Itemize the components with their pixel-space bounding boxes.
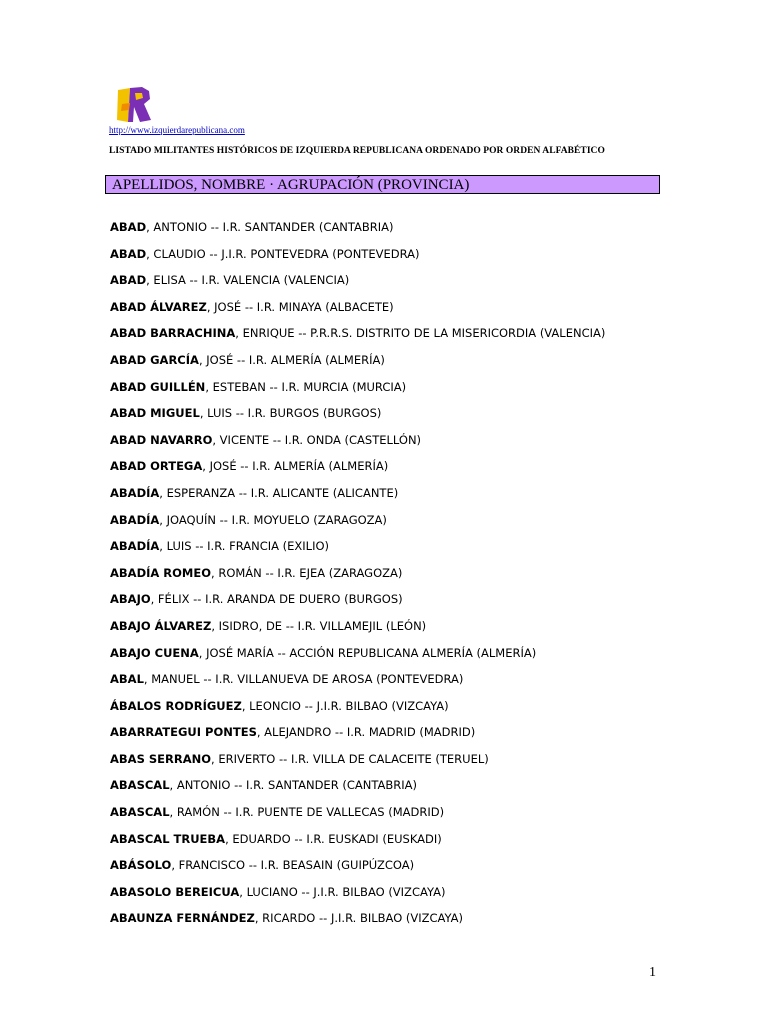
entry-surname: ABAJO (110, 592, 151, 607)
entry-surname: ABAD GUILLÉN (110, 379, 206, 394)
column-header-text: APELLIDOS, NOMBRE · AGRUPACIÓN (PROVINCIA) (112, 177, 470, 193)
list-item (110, 776, 605, 803)
column-header-box (105, 175, 660, 194)
entry-details: , LUIS -- I.R. FRANCIA (EXILIO) (159, 539, 330, 554)
entry-surname: ABAD (110, 220, 147, 234)
entry-details: , ANTONIO -- I.R. SANTANDER (CANTABRIA) (169, 778, 417, 793)
entry-details: , MANUEL -- I.R. VILLANUEVA DE AROSA (PONTEVEDRA) (143, 672, 464, 687)
entry-details: , ESPERANZA -- I.R. ALICANTE (ALICANTE) (159, 485, 399, 500)
entry-surname: ABARRATEGUI PONTES (110, 725, 257, 740)
entry-details: , CLAUDIO -- J.I.R. PONTEVEDRA (PONTEVEDRA) (146, 246, 420, 261)
entry-surname: ABAUNZA FERNÁNDEZ (110, 911, 255, 926)
entry-details: , ANTONIO -- I.R. SANTANDER (CANTABRIA) (146, 220, 394, 234)
entry-surname: ABAS SERRANO (110, 751, 212, 766)
entry-surname: ÁBALOS RODRÍGUEZ (110, 698, 242, 713)
militants-list (110, 218, 605, 936)
entry-details: , LUCIANO -- J.I.R. BILBAO (VIZCAYA) (239, 884, 446, 899)
entry-details: , ELISA -- I.R. VALENCIA (VALENCIA) (146, 273, 350, 288)
entry-details: , ESTEBAN -- I.R. MURCIA (MURCIA) (205, 379, 407, 394)
entry-details: , FRANCISCO -- I.R. BEASAIN (GUIPÚZCOA) (171, 858, 415, 873)
entry-details: , LUIS -- I.R. BURGOS (BURGOS) (199, 406, 382, 421)
list-item (110, 883, 605, 910)
list-item (110, 564, 605, 591)
list-item (110, 803, 605, 830)
entry-surname: ABAD (110, 246, 147, 261)
entry-surname: ABAD BARRACHINA (110, 326, 236, 341)
entry-details: , LEONCIO -- J.I.R. BILBAO (VIZCAYA) (241, 698, 449, 713)
list-item (110, 909, 605, 936)
entry-details: , FÉLIX -- I.R. ARANDA DE DUERO (BURGOS) (150, 592, 403, 607)
entry-surname: ABAL (110, 672, 144, 687)
entry-surname: ABAJO CUENA (110, 645, 199, 660)
list-item (110, 351, 605, 378)
entry-details: , JOAQUÍN -- I.R. MOYUELO (ZARAGOZA) (159, 512, 387, 527)
entry-surname: ABASCAL (110, 778, 170, 793)
entry-surname: ABADÍA ROMEO (110, 565, 212, 580)
ir-logo-icon (116, 86, 156, 124)
entry-details: , RICARDO -- J.I.R. BILBAO (VIZCAYA) (254, 911, 464, 926)
list-item (110, 404, 605, 431)
entry-details: , JOSÉ -- I.R. ALMERÍA (ALMERÍA) (202, 459, 389, 474)
list-item (110, 378, 605, 405)
list-item (110, 457, 605, 484)
list-item (110, 830, 605, 857)
list-item (110, 511, 605, 538)
entry-surname: ABASOLO BEREICUA (110, 884, 240, 899)
list-item (110, 431, 605, 458)
list-item (110, 245, 605, 272)
entry-surname: ABADÍA (110, 512, 160, 527)
list-item (110, 218, 605, 245)
entry-details: , RAMÓN -- I.R. PUENTE DE VALLECAS (MADRID) (169, 805, 445, 820)
entry-details: , EDUARDO -- I.R. EUSKADI (EUSKADI) (225, 831, 442, 846)
entry-details: , JOSÉ -- I.R. ALMERÍA (ALMERÍA) (198, 352, 385, 367)
list-item (110, 590, 605, 617)
entry-details: , ROMÁN -- I.R. EJEA (ZARAGOZA) (211, 565, 403, 580)
list-item (110, 324, 605, 351)
entry-surname: ABAD NAVARRO (110, 432, 213, 447)
entry-surname: ABASCAL (110, 805, 170, 820)
list-item (110, 644, 605, 671)
list-item (110, 537, 605, 564)
document-title: LISTADO MILITANTES HISTÓRICOS DE IZQUIERDA REPUBLICANA ORDENADO POR ORDEN ALFABÉTICO (109, 146, 605, 156)
entry-details: , ISIDRO, DE -- I.R. VILLAMEJIL (LEÓN) (211, 618, 427, 633)
entry-surname: ABASCAL TRUEBA (110, 831, 226, 846)
entry-surname: ABÁSOLO (110, 858, 172, 873)
entry-surname: ABAJO ÁLVAREZ (110, 618, 212, 633)
entry-surname: ABADÍA (110, 485, 160, 500)
entry-details: , ERIVERTO -- I.R. VILLA DE CALACEITE (TERUEL) (211, 751, 489, 766)
entry-details: , ALEJANDRO -- I.R. MADRID (MADRID) (256, 725, 476, 740)
list-item (110, 298, 605, 325)
entry-surname: ABAD MIGUEL (110, 406, 200, 421)
entry-details: , VICENTE -- I.R. ONDA (CASTELLÓN) (212, 432, 422, 447)
entry-surname: ABAD GARCÍA (110, 352, 199, 367)
list-item (110, 617, 605, 644)
entry-details: , JOSÉ -- I.R. MINAYA (ALBACETE) (206, 299, 394, 314)
list-item (110, 750, 605, 777)
entry-surname: ABAD ÁLVAREZ (110, 299, 207, 314)
list-item (110, 723, 605, 750)
entry-details: , JOSÉ MARÍA -- ACCIÓN REPUBLICANA ALMERÍA (ALMERÍA) (198, 645, 537, 660)
page-number: 1 (649, 965, 656, 980)
site-url-link[interactable]: http://www.izquierdarepublicana.com (109, 125, 245, 135)
entry-details: , ENRIQUE -- P.R.R.S. DISTRITO DE LA MISERICORDIA (VALENCIA) (235, 326, 606, 341)
list-item (110, 697, 605, 724)
entry-surname: ABAD ORTEGA (110, 459, 203, 474)
list-item (110, 484, 605, 511)
list-item (110, 670, 605, 697)
entry-surname: ABADÍA (110, 539, 160, 554)
list-item (110, 856, 605, 883)
list-item (110, 271, 605, 298)
entry-surname: ABAD (110, 273, 147, 288)
